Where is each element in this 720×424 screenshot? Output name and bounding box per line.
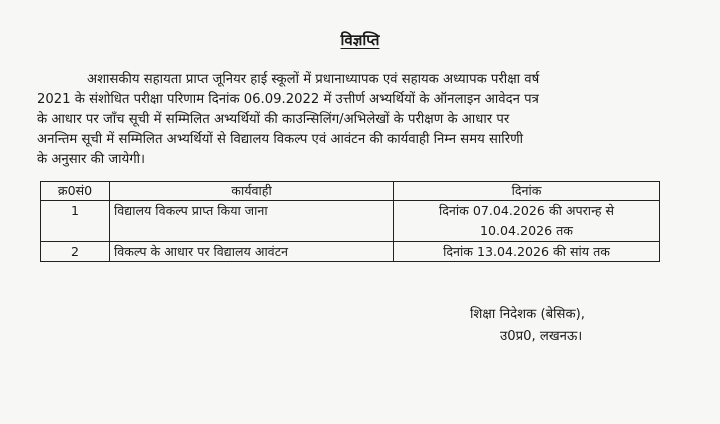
cell-date-line1: दिनांक 13.04.2026 की सांय तक — [443, 244, 610, 259]
table-header-row — [41, 182, 660, 201]
table-row — [41, 242, 660, 262]
signature-block — [470, 304, 585, 348]
cell-serial: 1 — [41, 201, 110, 242]
paragraph-line: अशासकीय सहायता प्राप्त जूनियर हाई स्कूलों में प्रधानाध्यापक एवं सहायक अध्यापक परीक्षा वर्ष — [87, 72, 540, 87]
cell-date-line1: दिनांक 07.04.2026 की अपरान्ह से — [438, 203, 615, 218]
paragraph-line: 2021 के संशोधित परीक्षा परिणाम दिनांक 06.09.2022 में उत्तीर्ण अभ्यर्थियों के ऑनलाइन आवेदन पत्र — [37, 92, 539, 107]
notice-paragraph — [37, 70, 665, 170]
schedule-table — [40, 181, 660, 262]
cell-date-line2: 10.04.2026 तक — [480, 223, 573, 238]
paragraph-line: अनन्तिम सूची में सम्मिलित अभ्यर्थियों से विद्यालय विकल्प एवं आवंटन की कार्यवाही निम्न समय सारिणी — [37, 132, 524, 147]
cell-date — [394, 242, 660, 262]
paragraph-line: के अनुसार की जायेगी। — [37, 152, 146, 167]
header-serial: क्र0सं0 — [41, 182, 110, 201]
cell-action: विकल्प के आधार पर विद्यालय आवंटन — [110, 242, 394, 262]
header-date: दिनांक — [394, 182, 660, 201]
header-action: कार्यवाही — [110, 182, 394, 201]
signature-designation: शिक्षा निदेशक (बेसिक), — [470, 307, 585, 322]
paragraph-line: के आधार पर जाँच सूची में सम्मिलित अभ्यर्थियों की काउन्सिलिंग/अभिलेखों के परीक्षण के आधार पर — [37, 112, 510, 127]
cell-serial: 2 — [41, 242, 110, 262]
notice-title-text: विज्ञप्ति — [340, 31, 380, 49]
cell-date — [394, 201, 660, 242]
signature-office: उ0प्र0, लखनऊ। — [500, 329, 583, 344]
cell-action: विद्यालय विकल्प प्राप्त किया जाना — [110, 201, 394, 242]
table-row — [41, 201, 660, 242]
notice-title — [0, 30, 720, 50]
